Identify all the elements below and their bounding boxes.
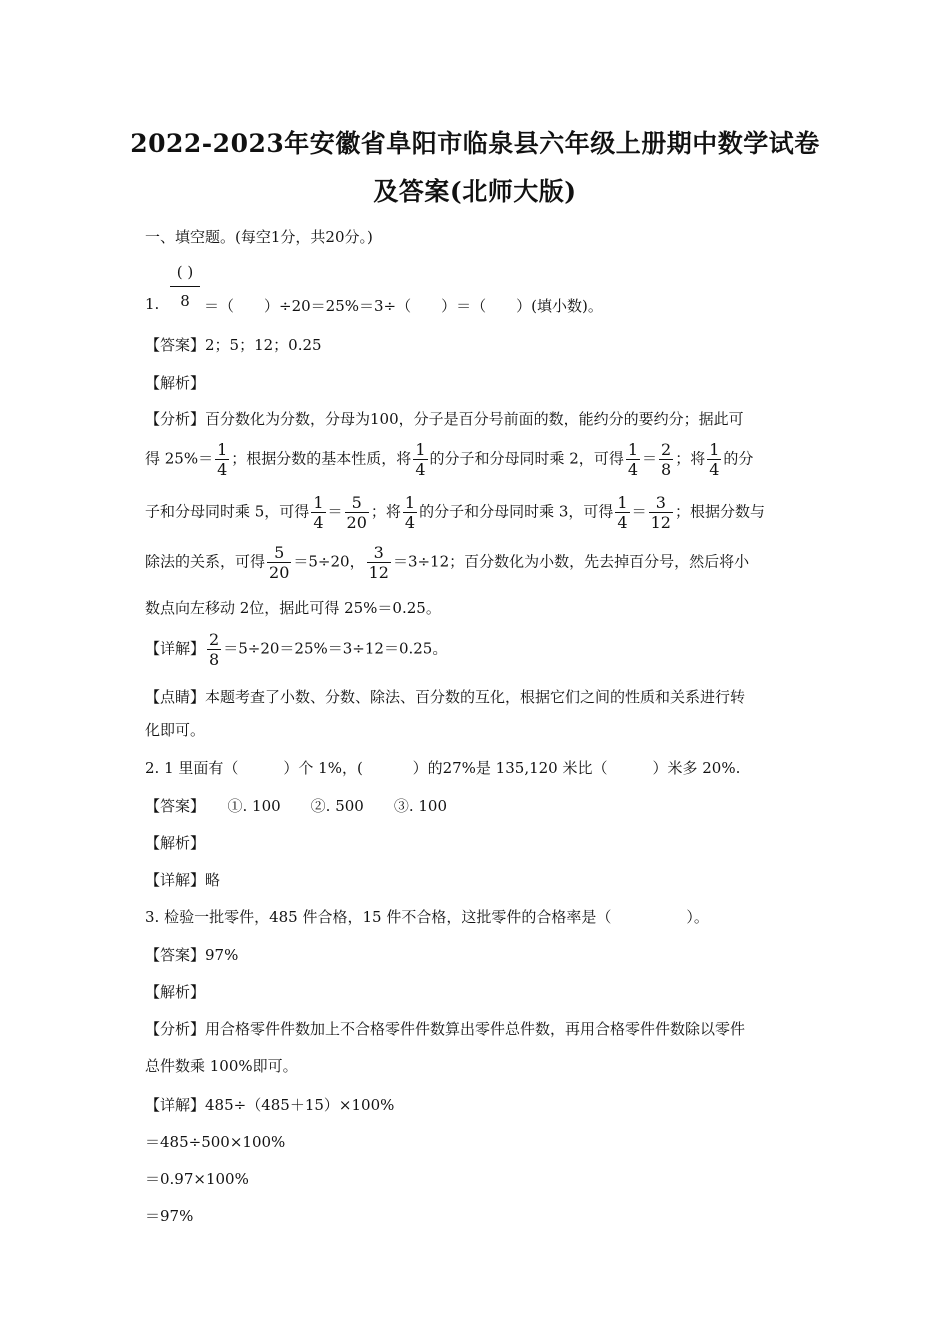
fraction-1-4: $\frac{1}{4}$ (709, 440, 720, 479)
fraction-1-4: $\frac{1}{4}$ (617, 493, 628, 532)
q1-detail: 【详解】 $\frac{2}{8}$ ＝5÷20＝25%＝3÷12＝0.25。 (145, 630, 448, 669)
q1-analysis-line1: 【分析】百分数化为分数，分母为100，分子是百分号前面的数，能约分的要约分；据此可 (145, 410, 744, 428)
fraction-3-12: $\frac{3}{12}$ (650, 493, 671, 532)
document-title-line2: 及答案(北师大版) (373, 177, 577, 206)
q1-analysis-line5: 数点向左移动 2位，据此可得 25%＝0.25。 (145, 599, 441, 617)
q3-detail-step1: 【详解】485÷（485＋15）×100% (145, 1096, 395, 1114)
fraction-3-12: $\frac{3}{12}$ (368, 543, 389, 582)
section-heading: 一、填空题。(每空1分，共20分。) (145, 228, 373, 246)
fraction-5-20: $\frac{5}{20}$ (269, 543, 290, 582)
fraction-1-4: $\frac{1}{4}$ (313, 493, 324, 532)
fraction-5-20: $\frac{5}{20}$ (346, 493, 367, 532)
q3-detail-step4: ＝97% (145, 1207, 194, 1225)
q2-detail: 【详解】略 (145, 871, 221, 889)
fraction-1-4: $\frac{1}{4}$ (627, 440, 639, 479)
q3-detail-step3: ＝0.97×100% (145, 1170, 249, 1188)
q3-jiexi-label: 【解析】 (145, 983, 206, 1001)
q3-detail-step2: ＝485÷500×100% (145, 1133, 286, 1151)
q3-answer: 【答案】97% (145, 946, 239, 964)
q1-jiexi-label: 【解析】 (145, 374, 206, 392)
q2-jiexi-label: 【解析】 (145, 834, 206, 852)
q1-question-text: ＝（ ）÷20＝25%＝3÷（ ）＝（ ）(填小数)。 (204, 297, 603, 315)
document-title-line1: 2022-2023年安徽省阜阳市临泉县六年级上册期中数学试卷 (130, 129, 820, 158)
q1-analysis-line2: 得 25%＝ $\frac{1}{4}$ ；根据分数的基本性质，将 $\frac{1}{4}$ 的分子和分母同时乘 2，可得 $\frac{1}{4}$ ＝ $\frac{2}{8}$ ；将 $\frac{1}{4}$ 的分 (145, 440, 754, 479)
q1-analysis-line4: 除法的关系，可得 $\frac{5}{20}$ ＝5÷20， $\frac{3}{12}$ ＝3÷12；百分数化为小数，先去掉百分号，然后将小 (145, 543, 750, 582)
q1-remark-line2: 化即可。 (145, 721, 206, 739)
fraction-1-4: $\frac{1}{4}$ (217, 440, 228, 479)
q1-fraction-bar (170, 286, 200, 287)
q2-answer: 【答案】 ①. 100 ②. 500 ③. 100 (145, 797, 448, 815)
q1-number: 1. (145, 295, 160, 313)
q3-analysis-line2: 总件数乘 100%即可。 (145, 1057, 298, 1075)
q3-analysis-line1: 【分析】用合格零件件数加上不合格零件件数算出零件总件数，再用合格零件件数除以零件 (145, 1020, 746, 1038)
q1-answer: 【答案】2；5；12；0.25 (145, 336, 322, 354)
q1-analysis-line3: 子和分母同时乘 5，可得 $\frac{1}{4}$ ＝ $\frac{5}{20}$ ；将 $\frac{1}{4}$ 的分子和分母同时乘 3，可得 $\frac{1}{4}$ ＝ $\frac{3}{12}$ ；根据分数与 (145, 493, 765, 532)
q2-question-text: 2. 1 里面有（ ）个 1%，( ）的27%是 135,120 米比（ ）米多 20%. (145, 759, 741, 777)
fraction-1-4: $\frac{1}{4}$ (415, 440, 426, 479)
q1-fraction-numerator: ( ) (176, 263, 194, 281)
q3-question-text: 3. 检验一批零件，485 件合格，15 件不合格，这批零件的合格率是（ ）。 (145, 908, 709, 926)
fraction-2-8: $\frac{2}{8}$ (209, 630, 220, 669)
fraction-1-4: $\frac{1}{4}$ (404, 493, 416, 532)
q1-fraction-denominator: 8 (180, 292, 190, 310)
fraction-2-8: $\frac{2}{8}$ (661, 440, 672, 479)
q1-remark-line1: 【点睛】本题考查了小数、分数、除法、百分数的互化，根据它们之间的性质和关系进行转 (145, 688, 746, 706)
